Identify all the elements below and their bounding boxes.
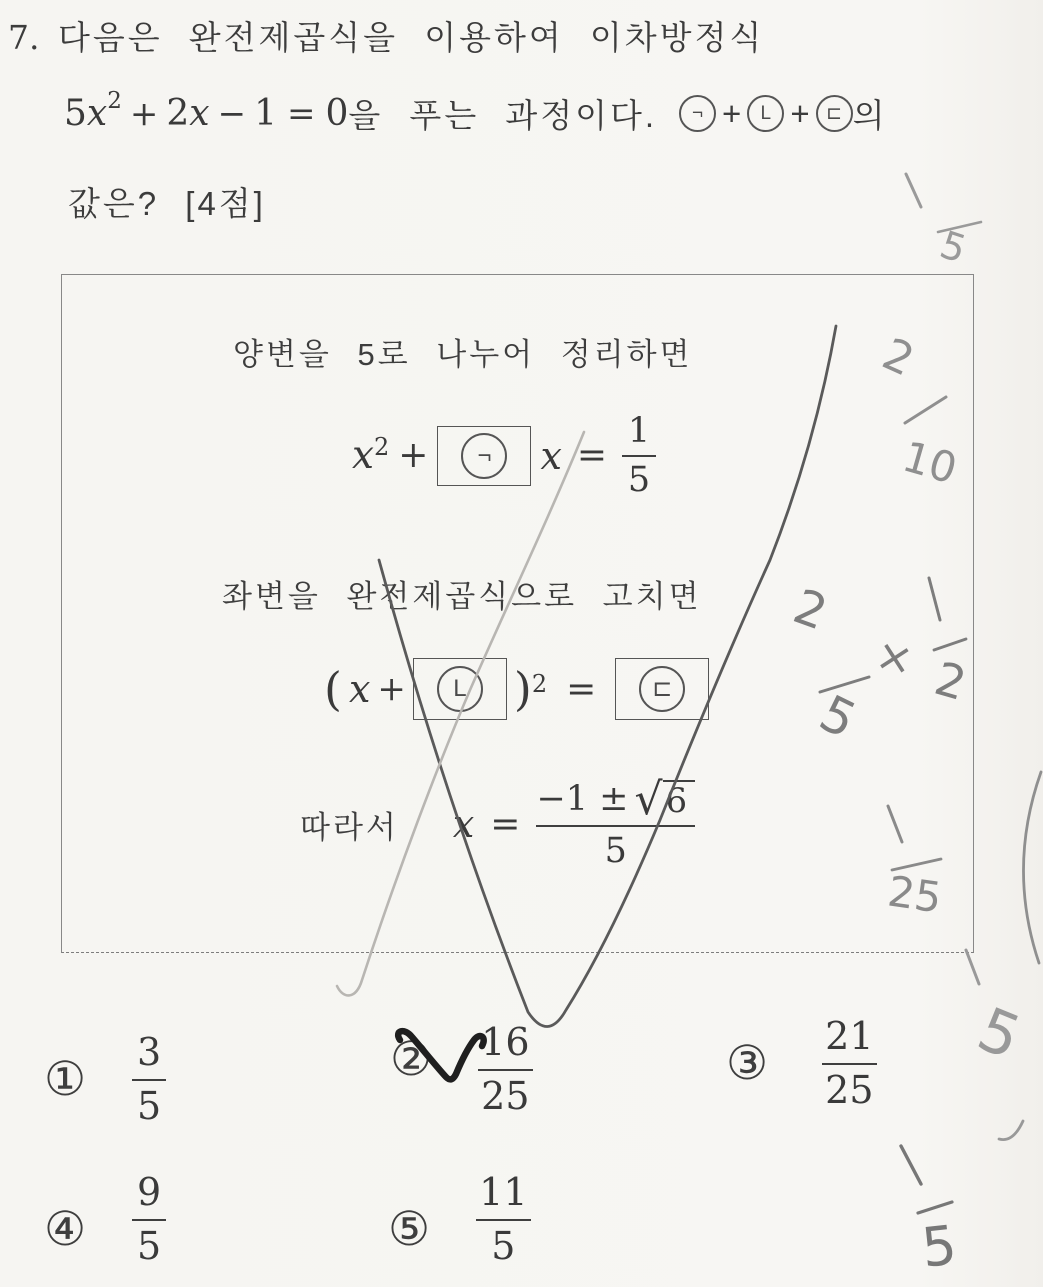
circled-nieun-icon: L bbox=[437, 666, 483, 712]
hw-one-tick-right-icon bbox=[966, 950, 979, 984]
choice-4-fraction bbox=[132, 1172, 166, 1268]
circled-giyeok-icon: ¬ bbox=[679, 95, 716, 132]
hw-half-den: 2 bbox=[929, 651, 973, 711]
choice-2-num: 16 bbox=[481, 1020, 530, 1064]
formula2 bbox=[324, 658, 709, 720]
choice-5-label: ⑤ bbox=[388, 1202, 431, 1258]
choice-3-num: 21 bbox=[825, 1014, 874, 1058]
equation-var1: x bbox=[86, 93, 108, 134]
equation-plus: + bbox=[129, 93, 159, 134]
question-line1 bbox=[8, 12, 764, 59]
choice-3-fraction bbox=[822, 1016, 876, 1112]
formula2-open-paren: ( bbox=[324, 662, 342, 716]
formula3-radicand: 6 bbox=[663, 780, 696, 820]
formula3-fraction bbox=[536, 773, 695, 871]
hw-five-bottom: 5 bbox=[918, 1213, 960, 1280]
hw-twentyfifth-den: 25 bbox=[884, 866, 945, 923]
choice-2-den: 25 bbox=[481, 1073, 530, 1118]
equation-equals: = bbox=[286, 93, 316, 134]
choice-5 bbox=[388, 1172, 531, 1268]
formula1-exponent: 2 bbox=[374, 432, 390, 461]
sum-plus-2: + bbox=[790, 94, 810, 132]
formula3-sqrt bbox=[634, 773, 696, 825]
choice-3-label: ③ bbox=[726, 1036, 769, 1092]
hw-frac-bar-top bbox=[938, 222, 981, 232]
circled-tikeut-icon: ⊏ bbox=[816, 95, 853, 132]
choice-1-fraction bbox=[132, 1032, 166, 1128]
sum-plus-1: + bbox=[722, 94, 742, 132]
question-number: 7. bbox=[8, 18, 40, 57]
choice-4 bbox=[44, 1172, 166, 1268]
choice-1-num: 3 bbox=[137, 1030, 162, 1074]
formula3-den: 5 bbox=[604, 831, 627, 871]
solution-step2-text: 좌변을 완전제곱식으로 고치면 bbox=[222, 579, 702, 614]
choice-1 bbox=[44, 1032, 166, 1128]
formula2-exponent: 2 bbox=[531, 669, 548, 698]
solution-step1-text: 양변을 5로 나누어 정리하면 bbox=[233, 337, 693, 372]
question-intro-text: 다음은 완전제곱식을 이용하여 이차방정식 bbox=[57, 19, 765, 56]
formula1-fraction-den: 5 bbox=[627, 459, 651, 500]
choice-2-fraction bbox=[478, 1022, 532, 1118]
hw-times-sign: × bbox=[871, 628, 918, 687]
circled-giyeok-icon: ¬ bbox=[461, 433, 507, 479]
hw-paren-icon bbox=[1023, 772, 1041, 963]
formula2-close-paren: ) bbox=[513, 662, 532, 716]
question-after-equation: 을 푸는 과정이다. bbox=[348, 97, 658, 134]
hw-two-tenths-num: 2 bbox=[875, 328, 922, 387]
formula2-plus: + bbox=[377, 669, 406, 709]
formula3-num-pre: −1 ± bbox=[536, 779, 629, 819]
answer-blank-nieun bbox=[413, 658, 507, 720]
choice-1-label: ① bbox=[44, 1052, 87, 1108]
hw-five-top: 5 bbox=[934, 222, 972, 272]
equation-coef1: 5 bbox=[64, 93, 87, 134]
hw-one-tick-top-icon bbox=[906, 174, 921, 207]
formula1-equals: = bbox=[576, 435, 608, 476]
answer-blank-giyeok bbox=[437, 426, 531, 486]
formula3-var: x bbox=[452, 802, 475, 847]
formula1-plus: + bbox=[398, 435, 429, 476]
hw-one-tick-bottom-icon bbox=[901, 1146, 921, 1184]
formula3 bbox=[300, 773, 695, 871]
equation-coef2: 2 bbox=[166, 93, 190, 134]
choice-5-den: 5 bbox=[491, 1223, 516, 1268]
answer-blank-tikeut bbox=[615, 658, 709, 720]
hw-frac-bar-bottom bbox=[918, 1202, 952, 1213]
choice-4-num: 9 bbox=[137, 1170, 162, 1214]
choice-1-den: 5 bbox=[137, 1083, 162, 1128]
question-line2 bbox=[64, 87, 888, 137]
question-line3: 값은? [4점] bbox=[68, 185, 266, 222]
hw-five-tail-stroke bbox=[999, 1121, 1023, 1140]
circled-tikeut-icon: ⊏ bbox=[639, 666, 685, 712]
choice-3 bbox=[726, 1016, 877, 1112]
equation-minus: − bbox=[217, 93, 247, 134]
formula2-var: x bbox=[348, 667, 371, 711]
choice-4-den: 5 bbox=[137, 1223, 162, 1268]
choice-5-num: 11 bbox=[479, 1170, 528, 1214]
equation-const2: 0 bbox=[325, 93, 349, 134]
choice-2 bbox=[390, 1022, 533, 1118]
hw-five-right: 5 bbox=[968, 994, 1030, 1074]
formula1-var: x bbox=[352, 433, 374, 478]
radical-sign: √ bbox=[634, 773, 663, 825]
formula1-var2: x bbox=[540, 433, 562, 478]
choice-3-den: 25 bbox=[825, 1067, 874, 1112]
hw-two-fifths-den: 5 bbox=[810, 683, 865, 751]
hw-two-tenths-den: 10 bbox=[897, 431, 963, 494]
hw-two-fifths-num: 2 bbox=[786, 578, 835, 642]
choice-5-fraction bbox=[476, 1172, 530, 1268]
formula2-equals: = bbox=[566, 668, 597, 710]
formula3-label: 따라서 bbox=[300, 809, 399, 845]
equation-var2: x bbox=[189, 93, 210, 134]
formula1-fraction bbox=[622, 412, 656, 499]
equation-exponent: 2 bbox=[107, 87, 122, 114]
equation-const1: 1 bbox=[254, 93, 277, 134]
sum-suffix: 의 bbox=[852, 97, 888, 134]
formula1-fraction-num: 1 bbox=[627, 411, 651, 451]
choice-2-label: ② bbox=[390, 1032, 433, 1088]
formula1 bbox=[352, 412, 656, 499]
formula3-equals: = bbox=[490, 803, 521, 845]
circled-nieun-icon: L bbox=[747, 95, 784, 132]
choice-4-label: ④ bbox=[44, 1202, 87, 1258]
